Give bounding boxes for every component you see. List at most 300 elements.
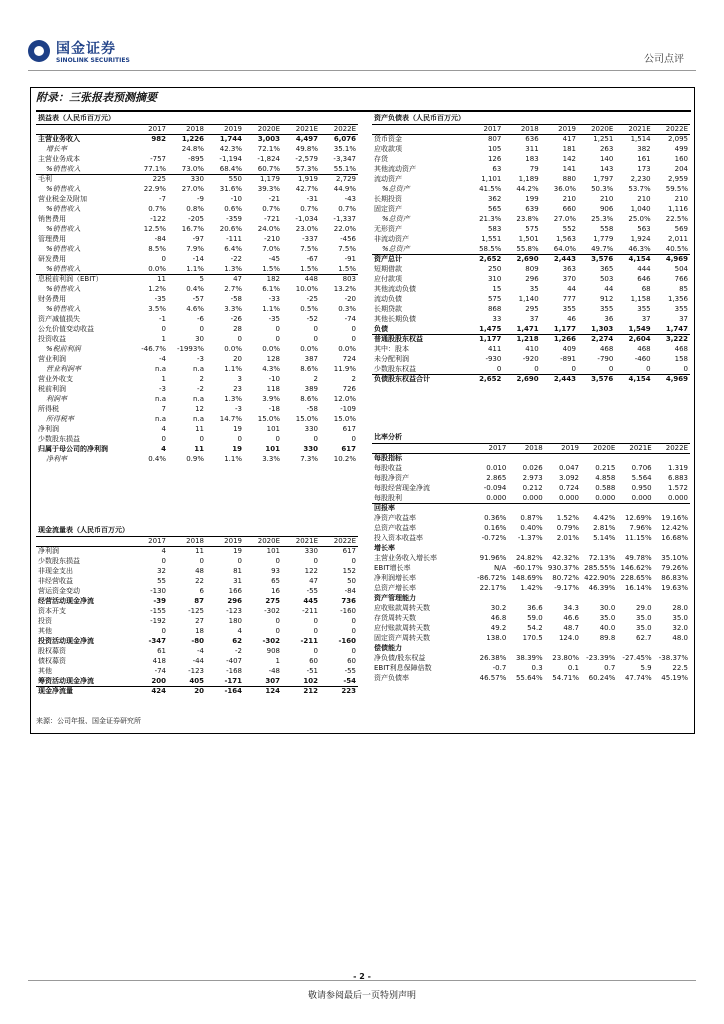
cell-value: 418	[152, 656, 166, 665]
cell-value: 34.3	[563, 603, 579, 612]
cell-value	[508, 644, 544, 654]
cell-value: -111	[226, 234, 242, 243]
cell-value: 2,729	[320, 175, 358, 185]
table-row	[372, 654, 690, 664]
row-label: 长期贷款	[374, 304, 402, 313]
table-row	[372, 624, 690, 634]
cell-value: 0	[313, 616, 318, 625]
cell-value: 0	[237, 334, 242, 343]
cell-value: -26	[230, 314, 242, 323]
header-blank	[372, 443, 472, 454]
cell-value: -130	[150, 586, 166, 595]
cell-value: 1,919	[282, 175, 320, 185]
cell-value: 161	[637, 154, 651, 163]
table-row	[36, 175, 358, 185]
cell-value: 448	[282, 275, 320, 285]
cell-value: 5.564	[631, 473, 652, 482]
cell-value: 27.0%	[181, 184, 204, 193]
cell-value: -18	[268, 404, 280, 413]
cell-value: 2,690	[503, 375, 540, 385]
row-label: %销售收入	[46, 264, 81, 273]
cell-value: 1,471	[516, 324, 539, 333]
cell-value: 200	[151, 676, 166, 685]
cell-value: 4.858	[595, 473, 616, 482]
cell-value: 0	[646, 364, 651, 373]
table-row	[36, 245, 358, 255]
row-label: 普通股股东权益	[372, 335, 466, 345]
cell-value: 0.0%	[262, 344, 280, 353]
cell-value: 37	[529, 314, 539, 323]
year-header: 2017	[130, 124, 168, 135]
cell-value: 25.3%	[591, 214, 614, 223]
cell-value: 15.0%	[295, 414, 318, 423]
cell-value: 11.15%	[624, 533, 652, 542]
cell-value: 0	[351, 334, 356, 343]
row-label: 负债	[374, 324, 388, 333]
table-row	[36, 275, 358, 285]
cell-value: -4	[159, 354, 166, 363]
cell-value: 0.4%	[186, 284, 204, 293]
cell-value: 0	[275, 434, 280, 443]
table-row	[36, 577, 358, 587]
cell-value: 158	[674, 354, 688, 363]
cell-value: 2.81%	[593, 523, 616, 532]
cell-value: -44	[192, 656, 204, 665]
cell-value: 0	[351, 324, 356, 333]
cell-value: 558	[599, 224, 614, 233]
cell-value: 468	[674, 344, 688, 353]
row-label: 固定资产周转天数	[374, 633, 430, 642]
cell-value: 204	[674, 164, 688, 173]
cell-value: -456	[340, 234, 356, 243]
cell-value: 263	[599, 144, 614, 153]
cell-value: -1	[159, 314, 166, 323]
cell-value: 210	[562, 194, 576, 203]
cell-value: 48.0	[672, 633, 688, 642]
cell-value: -757	[150, 154, 166, 163]
cell-value	[545, 644, 581, 654]
table-row	[36, 315, 358, 325]
row-label: 每股指标	[374, 454, 402, 462]
cell-value: n.a	[155, 414, 166, 423]
row-label: 存货周转天数	[374, 613, 416, 622]
cell-value: 31	[233, 576, 242, 585]
cell-value	[617, 544, 653, 554]
table-row	[36, 265, 358, 275]
cell-value: 1,744	[219, 135, 242, 143]
cell-value: 16.68%	[661, 533, 688, 542]
cell-value: 13.2%	[333, 284, 356, 293]
row-label: 营业税金及附加	[38, 194, 87, 203]
row-label: %销售收入	[46, 284, 81, 293]
cell-value	[581, 544, 617, 554]
year-header: 2017	[472, 443, 508, 454]
row-label: 净负债/股东权益	[374, 653, 426, 662]
cell-value: 1.2%	[148, 284, 166, 293]
cell-value: -6	[197, 314, 204, 323]
cell-value: 46.8	[490, 613, 507, 622]
cell-value: 0.950	[631, 483, 652, 492]
cell-value: 27.0%	[553, 214, 576, 223]
cell-value: 736	[341, 596, 356, 605]
row-label: 研发费用	[38, 254, 66, 263]
year-header: 2022E	[320, 124, 358, 135]
table-row	[36, 587, 358, 597]
row-label: 每股净资产	[374, 473, 409, 482]
cell-value: 1,266	[541, 335, 578, 345]
cell-value: 0.6%	[224, 204, 242, 213]
cell-value	[581, 644, 617, 654]
cell-value: 210	[637, 194, 651, 203]
cell-value: 19	[233, 547, 242, 555]
cell-value: 93	[271, 566, 280, 575]
cell-value: 3,003	[257, 135, 280, 143]
row-label: 应收账款周转天数	[374, 603, 430, 612]
cell-value: 55	[157, 576, 166, 585]
row-label: 长期投资	[374, 194, 402, 203]
cell-value: 47.74%	[624, 673, 652, 682]
cell-value: 2.7%	[224, 284, 242, 293]
table-row	[36, 617, 358, 627]
cell-value: 128	[266, 354, 280, 363]
cell-value: 4.6%	[186, 304, 204, 313]
table-row	[36, 215, 358, 225]
cell-value: 24.82%	[515, 553, 543, 562]
cell-value: 310	[487, 274, 502, 283]
year-header: 2019	[206, 124, 244, 135]
cell-value: 307	[265, 676, 280, 685]
cell-value: 355	[674, 304, 688, 313]
table-row	[372, 454, 690, 464]
cell-value: 28.0	[672, 603, 688, 612]
cell-value: 7.5%	[300, 244, 318, 253]
cell-value: 930.37%	[547, 563, 579, 572]
cell-value: -1,824	[257, 154, 280, 163]
table-row	[36, 557, 358, 567]
table-row	[36, 345, 358, 355]
cell-value: 50.3%	[591, 184, 614, 193]
cell-value: -43	[344, 194, 356, 203]
cell-value: 0.7%	[148, 204, 166, 213]
row-label: 财务费用	[38, 294, 66, 303]
cell-value: 1.1%	[262, 304, 280, 313]
cell-value: 444	[637, 264, 651, 273]
cell-value: n.a	[193, 414, 204, 423]
row-label: 增长率	[46, 144, 67, 153]
cell-value: 1,549	[628, 324, 651, 333]
cell-value: 19	[232, 444, 242, 453]
section-title-row	[36, 114, 358, 124]
cell-value: 0.000	[595, 493, 616, 502]
cell-value: 583	[487, 224, 502, 233]
cell-value: 1	[161, 374, 166, 383]
cell-value: 1.1%	[224, 454, 242, 463]
table-row	[36, 395, 358, 405]
cell-value: 906	[599, 204, 614, 213]
cell-value: 1,140	[518, 294, 539, 303]
cell-value: 1,251	[593, 135, 614, 143]
row-label: 偿债能力	[374, 643, 402, 652]
cell-value: 0.0%	[300, 344, 318, 353]
cell-value: 1,779	[593, 234, 614, 243]
row-label: %销售收入	[46, 244, 81, 253]
cell-value: -155	[150, 606, 166, 615]
cell-value: 61	[157, 646, 166, 655]
table-row	[372, 604, 690, 614]
cell-value: 0	[351, 434, 356, 443]
table-row	[36, 145, 358, 155]
cell-value: 6.1%	[262, 284, 280, 293]
cell-value: 0.8%	[186, 204, 204, 213]
cell-value: -14	[192, 254, 204, 263]
cell-value: 0	[351, 646, 356, 655]
cell-value: -407	[226, 656, 242, 665]
cell-value: 0.5%	[300, 304, 318, 313]
cell-value: 48.7	[563, 623, 579, 632]
cell-value: 64.0%	[553, 244, 576, 253]
cell-value: 1,563	[555, 234, 576, 243]
cell-value: -160	[340, 606, 356, 615]
cell-value	[581, 594, 617, 604]
cell-value: 7.9%	[186, 244, 204, 253]
cell-value: -205	[188, 214, 204, 223]
row-label: 资产负债率	[374, 673, 409, 682]
table-row	[372, 245, 690, 255]
row-label: %销售收入	[46, 184, 81, 193]
cell-value	[545, 454, 581, 464]
cell-value: 4	[161, 424, 166, 433]
cell-value: 0.7%	[338, 204, 356, 213]
cell-value: 3,576	[578, 255, 615, 265]
row-label: 资产管理能力	[374, 593, 416, 602]
cell-value: -9.17%	[554, 583, 579, 592]
cell-value: 1,514	[630, 135, 651, 143]
cell-value: -31	[306, 194, 318, 203]
source-note: 来源：公司年报、国金证券研究所	[36, 717, 141, 725]
cell-value: 16.7%	[181, 224, 204, 233]
row-label: 其他	[38, 626, 52, 635]
cell-value: 0	[313, 334, 318, 343]
cell-value: 27	[195, 616, 204, 625]
table-row	[36, 445, 358, 455]
cell-value: -3	[235, 404, 242, 413]
cell-value	[545, 504, 581, 514]
cell-value: -58	[306, 404, 318, 413]
table-row	[372, 185, 690, 195]
table-row	[36, 405, 358, 415]
cell-value: 0	[161, 556, 166, 565]
cell-value: 54.71%	[552, 673, 579, 682]
cell-value: 0.0%	[224, 344, 242, 353]
cell-value: 23	[233, 384, 242, 393]
cell-value: -123	[226, 606, 242, 615]
cell-value: 10.0%	[295, 284, 318, 293]
cell-value: 636	[525, 135, 539, 143]
cell-value: 2,274	[578, 335, 615, 345]
row-label: 主营业务收入增长率	[374, 553, 437, 562]
cell-value: -3,347	[333, 154, 356, 163]
cell-value: 118	[266, 384, 280, 393]
cell-value: -86.72%	[477, 573, 507, 582]
cell-value: 141	[562, 164, 576, 173]
cell-value: 58.5%	[479, 244, 502, 253]
cell-value: 39.3%	[257, 184, 280, 193]
cell-value: -790	[597, 354, 614, 363]
cell-value: 60	[309, 656, 318, 665]
year-header: 2020E	[244, 124, 282, 135]
cell-value	[508, 594, 544, 604]
table-row	[372, 574, 690, 584]
year-header: 2019	[206, 536, 244, 547]
cell-value: 68	[641, 284, 651, 293]
cell-value: 912	[599, 294, 614, 303]
table-row	[36, 667, 358, 677]
cell-value: 0.000	[667, 493, 688, 502]
row-label: 回报率	[372, 504, 472, 514]
cell-value: 0.000	[486, 493, 507, 502]
cell-value: 550	[206, 175, 244, 185]
cell-value: 3.5%	[148, 304, 166, 313]
table-row	[36, 325, 358, 335]
cell-value: 646	[637, 274, 651, 283]
cell-value: 50	[347, 576, 356, 585]
cell-value: 0.026	[522, 463, 543, 472]
cell-value: 16	[271, 586, 280, 595]
page-number: - 2 -	[353, 972, 371, 981]
row-label: 未分配利润	[374, 354, 409, 363]
cell-value: 330	[304, 424, 318, 433]
row-label: 净利润	[38, 424, 59, 433]
cell-value: 0	[199, 556, 204, 565]
cell-value	[654, 594, 690, 604]
table-row	[372, 265, 690, 275]
cell-value: -97	[192, 234, 204, 243]
section-title: 现金流量表（人民币百万元）	[36, 526, 358, 536]
cell-value: -22	[230, 254, 242, 263]
table-row	[372, 155, 690, 165]
cell-value: 355	[637, 304, 651, 313]
row-label: 净资产收益率	[374, 513, 416, 522]
cell-value: 3,222	[653, 335, 690, 345]
cell-value	[654, 644, 690, 654]
cell-value: -46.7%	[141, 344, 166, 353]
cell-value: -122	[150, 214, 166, 223]
cell-value: -84	[154, 234, 166, 243]
cell-value: 87	[194, 596, 204, 605]
cell-value: -721	[264, 214, 280, 223]
cell-value: -891	[560, 354, 576, 363]
cell-value: 20.6%	[219, 224, 242, 233]
row-label: 固定资产	[374, 204, 402, 213]
cell-value: 35.0	[636, 623, 652, 632]
cell-value: -55	[344, 666, 356, 675]
cell-value: 1,475	[479, 324, 502, 333]
cell-value: 40.0	[599, 623, 616, 632]
cell-value: 0	[237, 556, 242, 565]
row-label: 投入资本收益率	[374, 533, 423, 542]
cell-value: 40.5%	[665, 244, 688, 253]
cell-value	[617, 594, 653, 604]
cell-value: -3	[197, 354, 204, 363]
cell-value: 1.1%	[186, 264, 204, 273]
cell-value: 295	[525, 304, 539, 313]
row-label: 少数股东损益	[38, 434, 80, 443]
cell-value: 2	[351, 374, 356, 383]
cell-value: -302	[264, 606, 280, 615]
cell-value: 0	[161, 254, 166, 263]
cell-value: 35.10%	[661, 553, 688, 562]
cell-value: 1.572	[667, 483, 688, 492]
cell-value: 362	[487, 194, 502, 203]
section-title-row	[36, 526, 358, 536]
cell-value: 31.6%	[219, 184, 242, 193]
cell-value: 148.69%	[511, 573, 543, 582]
cell-value: 19.63%	[661, 583, 688, 592]
cell-value: 355	[562, 304, 576, 313]
cell-value	[508, 454, 544, 464]
row-label: 利润率	[46, 394, 67, 403]
logo-text-cn: 国金证券	[56, 41, 116, 57]
row-label: 所得税	[38, 404, 59, 413]
cell-value: 46.6	[563, 613, 579, 622]
cell-value: 18	[195, 626, 204, 635]
cell-value	[617, 504, 653, 514]
cell-value: 365	[599, 264, 614, 273]
row-label: 增长率	[374, 543, 395, 552]
cell-value: 15	[492, 284, 502, 293]
cell-value: 499	[674, 144, 688, 153]
cell-value: 37	[679, 314, 688, 323]
cell-value: 296	[227, 596, 242, 605]
row-label: 非现金支出	[38, 566, 73, 575]
cell-value: -171	[224, 676, 242, 685]
cell-value: 0	[199, 434, 204, 443]
year-header: 2020E	[578, 124, 615, 135]
cell-value: 11	[194, 444, 204, 453]
cell-value: 59.5%	[665, 184, 688, 193]
cell-value: 30.0	[599, 603, 616, 612]
cell-value: 60.24%	[588, 673, 616, 682]
table-row	[372, 634, 690, 644]
cell-value: 1,040	[630, 204, 651, 213]
cell-value: 0.047	[558, 463, 579, 472]
cell-value: 57.3%	[295, 164, 318, 173]
cell-value: -211	[302, 606, 318, 615]
cell-value: n.a	[155, 394, 166, 403]
cell-value: 101	[266, 424, 280, 433]
cell-value: 0.7	[604, 663, 616, 672]
table-row	[372, 255, 690, 265]
row-label: 其中：股本	[374, 344, 409, 353]
cell-value: 1,226	[181, 135, 204, 143]
cell-value: 1.1%	[224, 364, 242, 373]
cell-value: 30	[195, 334, 204, 343]
cell-value: -48	[268, 666, 280, 675]
cell-value: 0	[275, 616, 280, 625]
row-label: 股权募资	[38, 646, 66, 655]
cell-value: 15.0%	[257, 414, 280, 423]
cell-value: 330	[168, 175, 206, 185]
cell-value: -38.37%	[658, 653, 688, 662]
table-row	[372, 365, 690, 375]
cell-value: 617	[342, 547, 356, 555]
cell-value: 0.724	[558, 483, 579, 492]
cell-value: 3	[237, 374, 242, 383]
cell-value: 11	[195, 424, 204, 433]
cell-value: -52	[306, 314, 318, 323]
table-row	[36, 375, 358, 385]
cell-value: 1,177	[466, 335, 503, 345]
